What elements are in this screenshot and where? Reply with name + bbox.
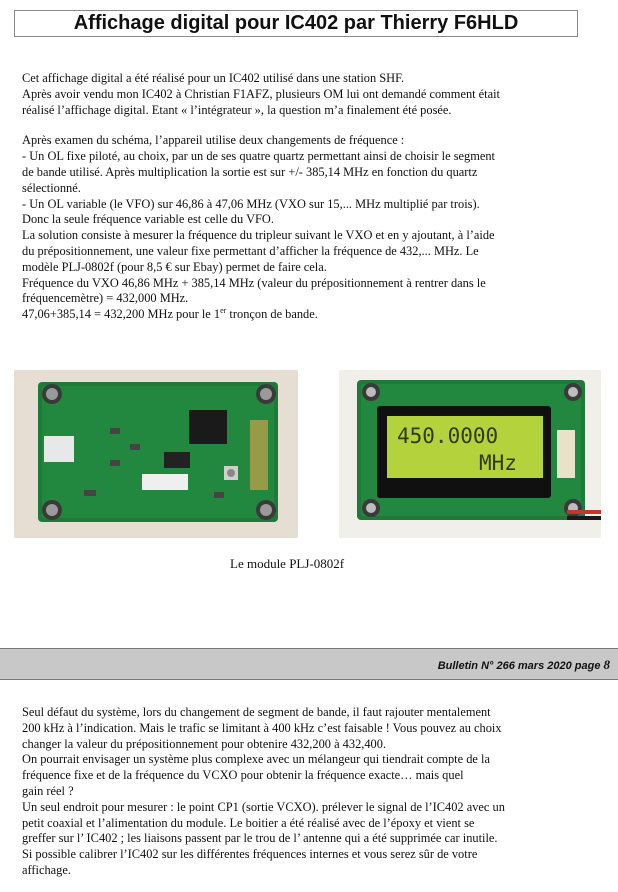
text-line: On pourrait envisager un système plus complexe avec un mélangeur qui tiendrait compte de la	[22, 752, 490, 767]
text-fragment: tronçon de bande.	[226, 307, 318, 322]
lcd-line-1: 450.0000	[397, 424, 499, 448]
bulletin-label: Bulletin N° 266 mars 2020 page	[437, 660, 604, 672]
lcd-front-illustration	[339, 370, 601, 538]
text-line: du prépositionnement, une valeur fixe permettant d’afficher la fréquence de 432,... MHz. Le	[22, 243, 479, 258]
title-box	[14, 10, 578, 37]
text-line: changer la valeur du prépositionnement pour obtenire 432,200 à 432,400.	[22, 736, 387, 751]
text-line: affichage.	[22, 862, 71, 877]
text-line: greffer sur l’ IC402 ; les liaisons passent par le trou de l’ antenne qui a été supprimée car inutile.	[22, 831, 498, 846]
text-line: gain réel ?	[22, 783, 74, 798]
bulletin-reference	[438, 657, 610, 673]
page-number: 8	[603, 657, 610, 672]
text-line: Après examen du schéma, l’appareil utilise deux changements de fréquence :	[22, 133, 405, 148]
text-line: fréquence fixe et de la fréquence du VCXO pour obtenir la fréquence exacte… mais quel	[22, 768, 464, 783]
text-line: Si possible calibrer l’IC402 sur les différentes fréquences internes et vous serez sûr de votre	[22, 847, 478, 862]
text-line: Fréquence du VXO 46,86 MHz + 385,14 MHz (valeur du prépositionnement à rentrer dans le	[22, 275, 486, 290]
lcd-front-photo	[339, 370, 601, 538]
text-line: petit coaxial et l’alimentation du module. Le boitier a été réalisé avec de l’époxy et vient se	[22, 815, 475, 830]
text-line: modèle PLJ-0802f (pour 8,5 € sur Ebay) permet de faire cela.	[22, 259, 327, 274]
lcd-line-2: MHz	[479, 451, 517, 475]
bulletin-footer-bar	[0, 648, 618, 680]
text-line: réalisé l’affichage digital. Etant « l’intégrateur », la question m’a finalement été posée.	[22, 102, 452, 117]
text-line	[22, 307, 582, 323]
paragraph-gap	[22, 118, 582, 133]
text-line: Seul défaut du système, lors du changement de segment de bande, il faut rajouter mentalement	[22, 705, 491, 719]
text-line: sélectionné.	[22, 180, 81, 195]
superscript: er	[220, 306, 227, 316]
pcb-back-illustration	[14, 370, 298, 538]
text-line: La solution consiste à mesurer la fréquence du tripleur suivant le VXO et en y ajoutant, à l’aide	[22, 228, 495, 243]
text-line: Un seul endroit pour mesurer : le point CP1 (sortie VCXO). prélever le signal de l’IC402 avec un	[22, 799, 505, 814]
article-bottom	[22, 705, 582, 879]
text-line: - Un OL variable (le VFO) sur 46,86 à 47,06 MHz (VXO sur 15,... MHz multiplié par trois).	[22, 196, 480, 211]
pcb-back-photo	[14, 370, 298, 538]
text-line: Donc la seule fréquence variable est celle du VFO.	[22, 212, 274, 227]
text-line: Après avoir vendu mon IC402 à Christian F1AFZ, plusieurs OM lui ont demandé comment était	[22, 86, 501, 101]
article-top	[22, 71, 582, 323]
page-title: Affichage digital pour IC402 par Thierry F6HLD	[73, 12, 519, 34]
text-line: - Un OL fixe piloté, au choix, par un de ses quatre quartz permettant ainsi de choisir le segment	[22, 149, 495, 164]
text-fragment: 47,06+385,14 = 432,200 MHz pour le 1	[22, 307, 221, 322]
text-line: fréquencemètre) = 432,000 MHz.	[22, 291, 189, 306]
figure-caption: Le module PLJ-0802f	[230, 556, 345, 571]
text-line: 200 kHz à l’indication. Mais le trafic se limitant à 400 kHz c’est faisable ! Vous pouvez au choix	[22, 720, 502, 735]
text-line: Cet affichage digital a été réalisé pour un IC402 utilisé dans une station SHF.	[22, 71, 405, 85]
text-line: de bande utilisé. Après multiplication la sortie est sur +/- 385,14 MHz en fonction du quartz	[22, 164, 478, 179]
